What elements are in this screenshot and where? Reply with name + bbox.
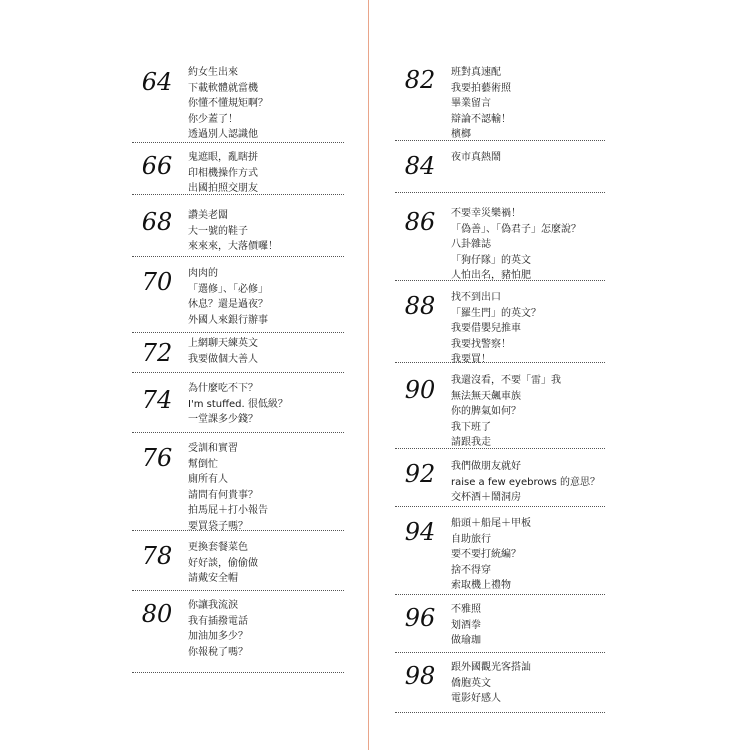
- topic-list: [188, 266, 268, 328]
- topic-list: [451, 65, 511, 143]
- topic-item: 做瑜珈: [451, 635, 481, 647]
- toc-entry: [395, 506, 605, 595]
- topic-item: 請戴安全帽: [188, 573, 238, 585]
- toc-entry: [132, 142, 344, 195]
- topic-item: 外國人來銀行辦事: [188, 314, 268, 326]
- topic-item: 人怕出名，豬怕肥: [451, 270, 531, 282]
- page-number: 94: [404, 518, 436, 546]
- topic-item: 八卦雜誌: [451, 239, 491, 251]
- topic-list: [188, 150, 258, 197]
- topic-item: 「選修」、「必修」: [188, 283, 268, 295]
- page-number: 88: [404, 292, 436, 320]
- topic-item: 請跟我走: [451, 437, 491, 449]
- toc-entry: [132, 60, 344, 143]
- topic-item: 請問有何貴事？: [188, 489, 258, 501]
- page-number: 92: [404, 460, 436, 488]
- topic-item: 僑胞英文: [451, 677, 491, 689]
- topic-item: 幫倒忙: [188, 458, 218, 470]
- topic-item: 無法無天飆車族: [451, 390, 521, 402]
- topic-item: 你報稅了嗎？: [188, 646, 248, 658]
- topic-item: 畢業留言: [451, 98, 491, 110]
- topic-list: [451, 150, 501, 166]
- topic-list: [451, 290, 541, 368]
- page-number: 86: [404, 208, 436, 236]
- page-number: 64: [141, 68, 173, 96]
- topic-item: 下載軟體就當機: [188, 82, 258, 94]
- page-number: 70: [141, 268, 173, 296]
- toc-entry: [132, 432, 344, 531]
- toc-entry: [395, 652, 605, 713]
- topic-item: 你讓我流淚: [188, 600, 238, 611]
- topic-item: 檳榔: [451, 129, 471, 141]
- toc-entry: [132, 372, 344, 433]
- topic-list: [188, 381, 288, 428]
- topic-item: 我要做個大善人: [188, 353, 258, 365]
- toc-entry: [395, 594, 605, 653]
- topic-item: 透過別人認識他: [188, 129, 258, 141]
- page-number: 72: [141, 339, 173, 367]
- page-number: 96: [404, 604, 436, 632]
- topic-item: 自助旅行: [451, 533, 491, 545]
- topic-item: 拍馬屁＋打小報告: [188, 505, 268, 517]
- topic-item: 要買袋子嗎？: [188, 520, 248, 532]
- topic-item: 我有插撥電話: [188, 615, 248, 627]
- topic-list: [188, 208, 278, 255]
- topic-item: 印相機操作方式: [188, 167, 258, 179]
- topic-item: 我要借嬰兒推車: [451, 323, 521, 335]
- topic-list: [451, 459, 600, 506]
- topic-item: 為什麼吃不下？: [188, 383, 258, 394]
- topic-item: 找不到出口: [451, 292, 501, 303]
- topic-list: [188, 598, 248, 660]
- page-number: 76: [141, 444, 173, 472]
- page-number: 74: [141, 386, 173, 414]
- topic-list: [451, 206, 581, 284]
- topic-list: [451, 516, 531, 594]
- topic-item: 我要拍藝術照: [451, 82, 511, 94]
- toc-entry: [395, 362, 605, 449]
- page-number: 68: [141, 208, 173, 236]
- topic-item: 「偽善」、「偽君子」怎麼說？: [451, 223, 581, 235]
- topic-item: 不雅照: [451, 604, 481, 615]
- topic-item: 划酒拳: [451, 619, 481, 631]
- topic-item: 大一號的鞋子: [188, 225, 248, 237]
- topic-item: 電影好感人: [451, 693, 501, 705]
- page-number: 90: [404, 376, 436, 404]
- toc-entry: [132, 194, 344, 257]
- topic-item: 辯論不認輸！: [451, 113, 511, 125]
- topic-item: 肉肉的: [188, 268, 218, 279]
- topic-item: 上網聊天練英文: [188, 338, 258, 349]
- topic-item: 我下班了: [451, 421, 491, 433]
- page-number: 66: [141, 152, 173, 180]
- topic-item: 要不要打統編？: [451, 549, 521, 561]
- topic-item: 船頭＋船尾＋甲板: [451, 518, 531, 529]
- toc-entry: [395, 280, 605, 366]
- page-number: 80: [141, 600, 173, 628]
- toc-entry: [395, 448, 605, 507]
- toc-entry: [132, 256, 344, 333]
- topic-item: 你懂不懂規矩啊？: [188, 98, 268, 110]
- topic-item: 班對真速配: [451, 67, 501, 78]
- topic-item: 鬼遮眼，亂瞎拼: [188, 152, 258, 163]
- topic-item: 我還沒看，不要「雷」我: [451, 375, 561, 386]
- topic-item: 加油加多少？: [188, 631, 248, 643]
- topic-item: 更換套餐菜色: [188, 542, 248, 553]
- topic-item: 你的脾氣如何？: [451, 406, 521, 418]
- topic-item: 一堂課多少錢？: [188, 414, 258, 426]
- topic-list: [188, 336, 258, 367]
- topic-item: 約女生出來: [188, 67, 238, 78]
- topic-item: 好好談，偷偷做: [188, 557, 258, 569]
- topic-item: raise a few eyebrows 的意思？: [451, 476, 601, 488]
- topic-item: 讚美老闆: [188, 210, 228, 221]
- toc-entry: [395, 60, 605, 141]
- page-number: 98: [404, 662, 436, 690]
- toc-entry: [395, 140, 605, 193]
- topic-list: [451, 373, 561, 451]
- toc-entry: [132, 530, 344, 591]
- topic-item: 我要找警察！: [451, 338, 511, 350]
- topic-item: 出國拍照交朋友: [188, 183, 258, 195]
- topic-item: 你少蓋了！: [188, 113, 238, 125]
- topic-list: [451, 660, 531, 707]
- center-divider: [368, 0, 369, 750]
- topic-item: 夜市真熱鬧: [451, 152, 501, 163]
- toc-entry: [132, 332, 344, 373]
- topic-item: 我要買！: [451, 354, 491, 366]
- topic-item: 跟外國觀光客搭訕: [451, 662, 531, 673]
- topic-item: 來來來，大落價囉！: [188, 241, 278, 253]
- page-number: 82: [404, 66, 436, 94]
- topic-item: 索取機上禮物: [451, 580, 511, 592]
- topic-item: 受訓和實習: [188, 443, 238, 454]
- topic-item: 休息？還是過夜？: [188, 299, 268, 311]
- topic-item: 捨不得穿: [451, 564, 491, 576]
- topic-item: 我們做朋友就好: [451, 461, 521, 472]
- toc-entry: [132, 590, 344, 673]
- topic-list: [451, 602, 481, 649]
- topic-item: 「羅生門」的英文？: [451, 307, 541, 319]
- topic-item: 不要幸災樂禍！: [451, 208, 521, 219]
- topic-item: 「狗仔隊」的英文: [451, 254, 531, 266]
- topic-item: 交杯酒＋鬧洞房: [451, 492, 521, 504]
- page-number: 84: [404, 152, 436, 180]
- topic-item: 廁所有人: [188, 474, 228, 486]
- topic-list: [188, 540, 258, 587]
- topic-list: [188, 441, 268, 535]
- topic-list: [188, 65, 268, 143]
- toc-entry: [395, 192, 605, 281]
- page-number: 78: [141, 542, 173, 570]
- topic-item: I'm stuffed. 很低級？: [188, 398, 288, 410]
